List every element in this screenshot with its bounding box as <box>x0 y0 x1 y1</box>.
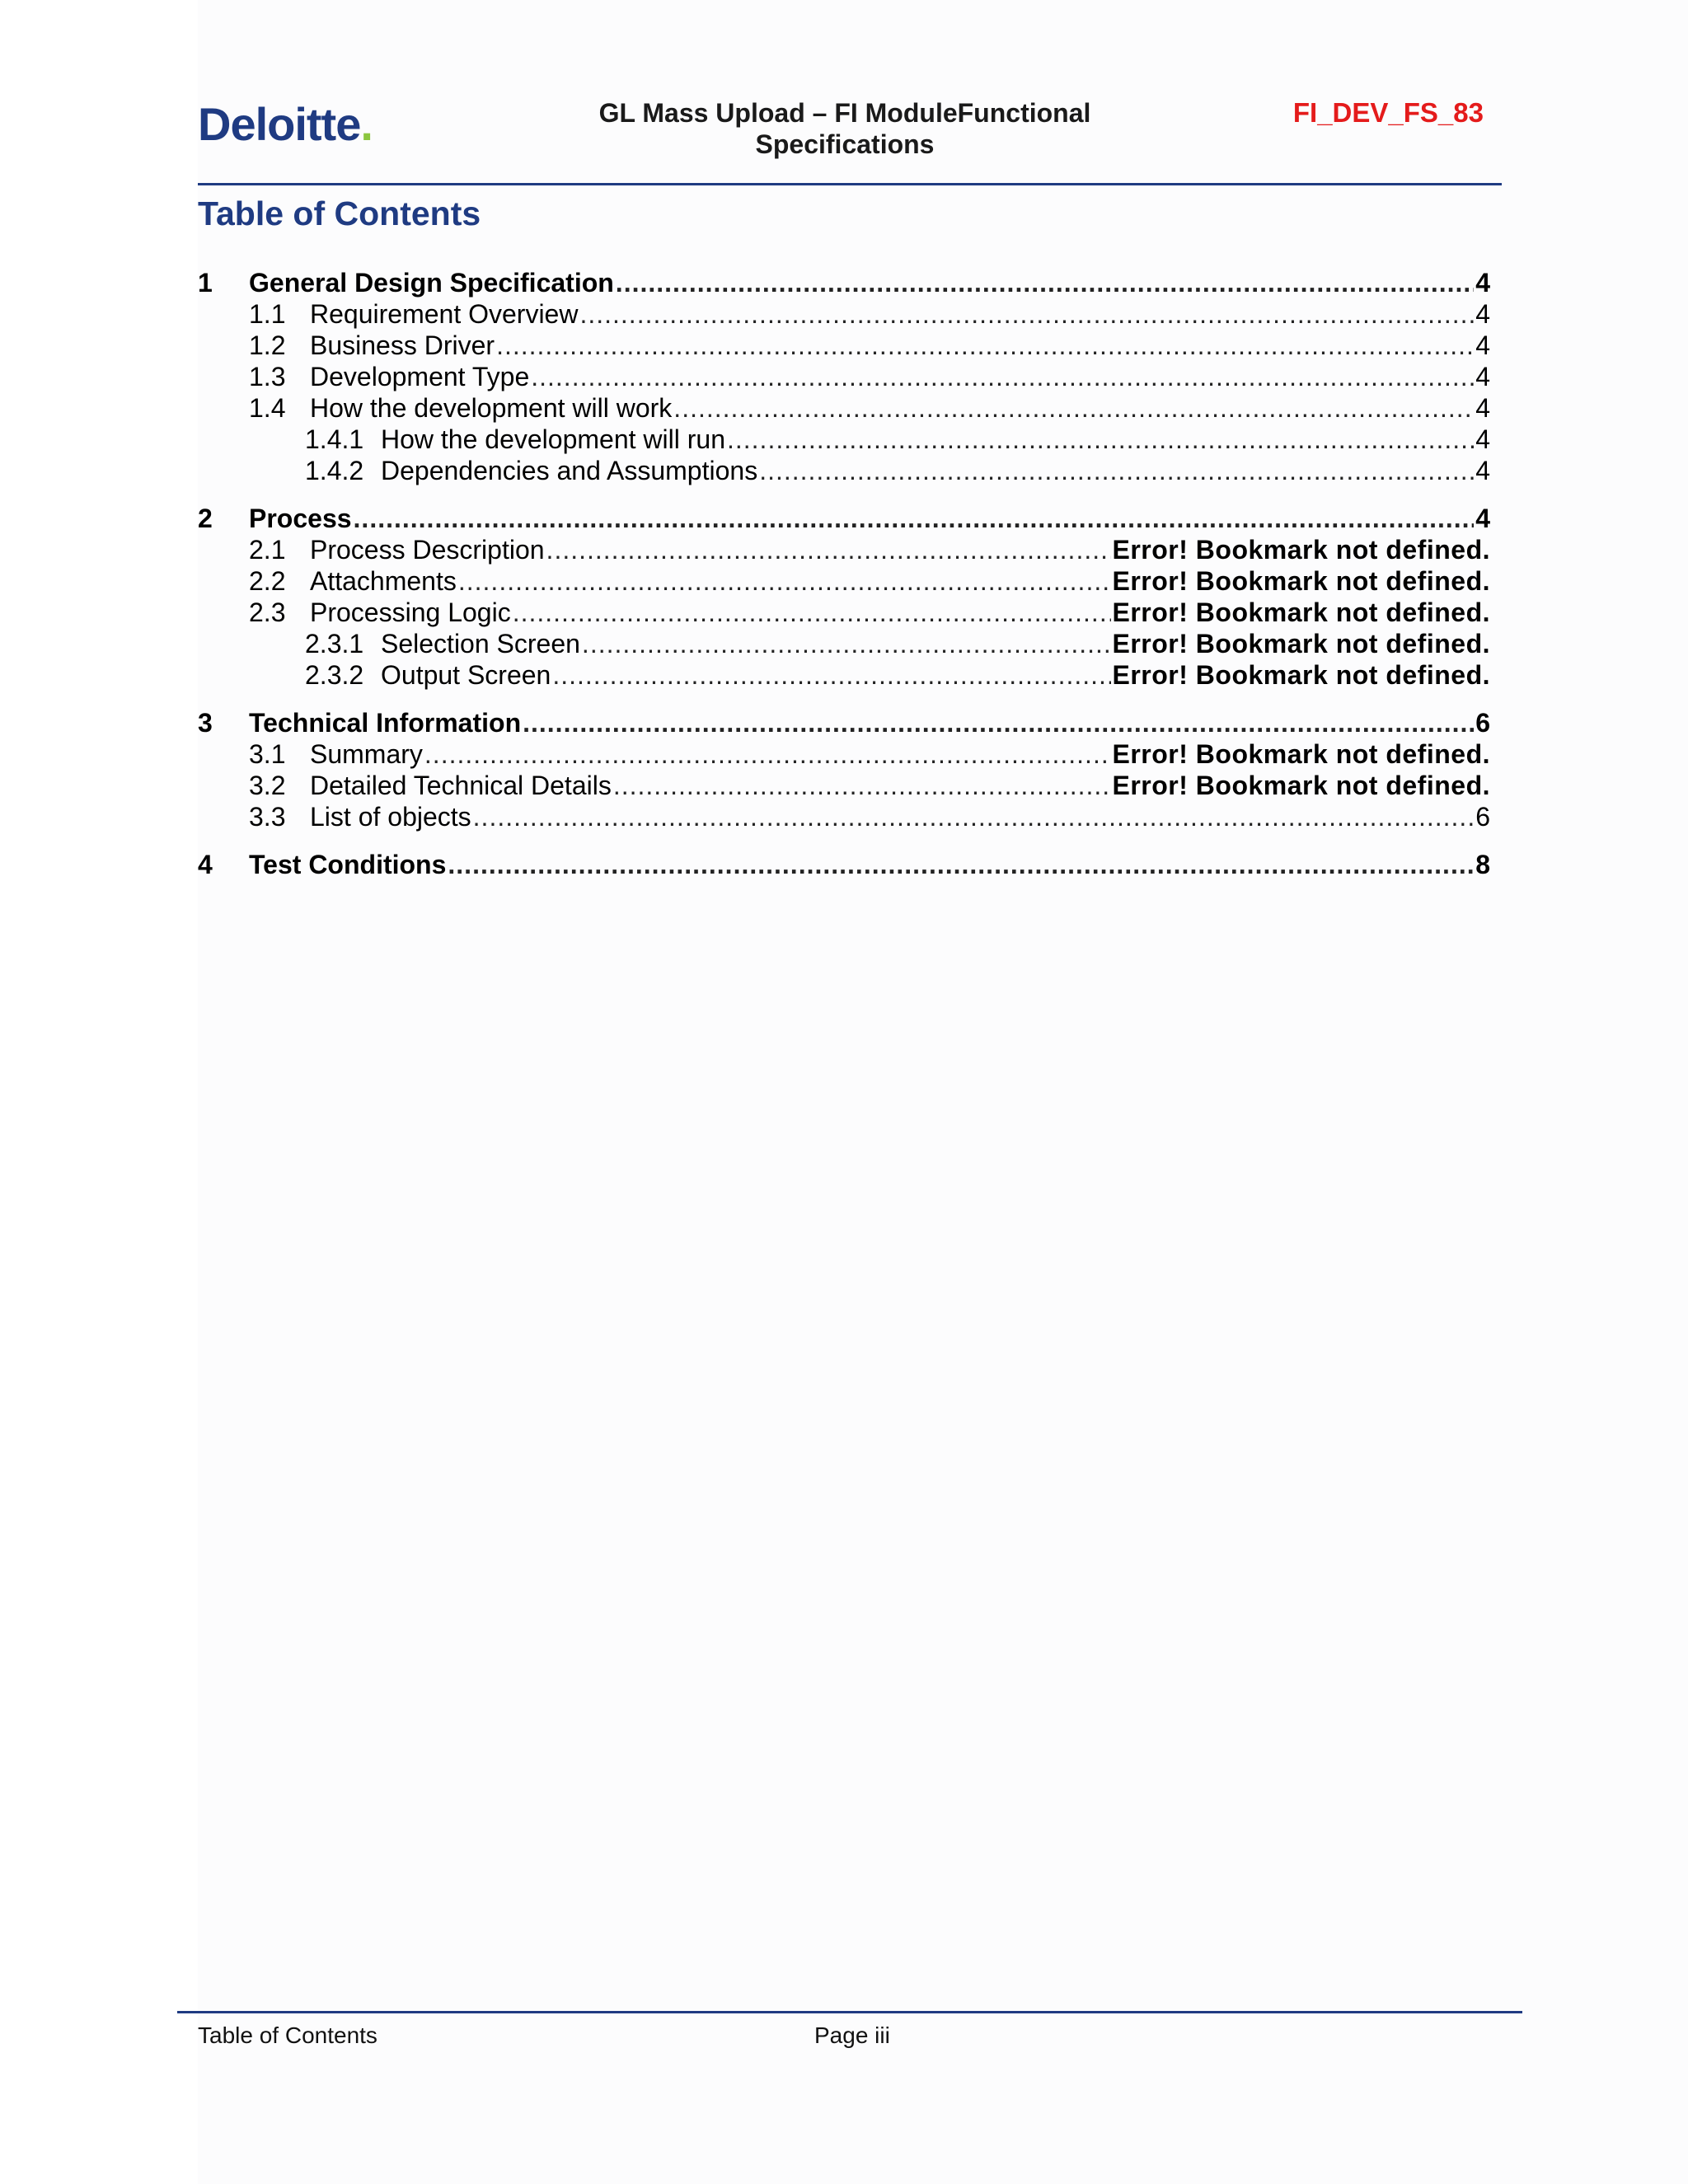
document-title-line-2: Specifications <box>755 129 935 159</box>
toc-entry-page: 4 <box>1475 268 1490 298</box>
document-id: FI_DEV_FS_83 <box>1292 97 1484 128</box>
toc-entry-title: Summary <box>310 739 423 769</box>
toc-entry-number: 3.3 <box>249 802 286 832</box>
toc-entry-title: Detailed Technical Details <box>310 771 612 800</box>
toc-entry[interactable] <box>198 738 1490 770</box>
toc-entry[interactable] <box>198 267 1490 298</box>
toc-entry-title: General Design Specification <box>249 268 614 298</box>
toc-entry[interactable] <box>198 392 1490 424</box>
toc-entry-number: 2.3.2 <box>305 660 364 690</box>
toc-entry-title: How the development will work <box>310 393 673 423</box>
toc-entry[interactable] <box>198 534 1490 565</box>
toc-entry[interactable] <box>198 455 1490 486</box>
toc-dot-leader <box>531 361 1474 392</box>
footer-page-number: Page iii <box>814 2022 890 2048</box>
toc-entry-number: 1.3 <box>249 362 286 391</box>
toc-entry-title: Processing Logic <box>310 598 511 627</box>
toc-entry-title: Business Driver <box>310 330 495 360</box>
toc-dot-leader <box>354 503 1475 534</box>
toc-dot-leader <box>613 770 1111 801</box>
toc-entry-number: 3.2 <box>249 771 286 800</box>
toc-dot-leader <box>579 298 1474 330</box>
toc-entry-page: Error! Bookmark not defined. <box>1112 629 1490 658</box>
toc-entry-title: How the development will run <box>381 424 725 454</box>
toc-entry-number: 2.1 <box>249 535 286 565</box>
toc-entry-page: 4 <box>1475 424 1490 454</box>
toc-entry-number: 1.4.2 <box>305 456 364 485</box>
toc-dot-leader <box>496 330 1474 361</box>
toc-dot-leader <box>759 455 1474 486</box>
toc-entry-title: Process Description <box>310 535 545 565</box>
toc-entry-page: 6 <box>1475 802 1490 832</box>
toc-dot-leader <box>424 738 1111 770</box>
toc-entry-page: 4 <box>1475 330 1490 360</box>
toc-entry[interactable] <box>198 849 1490 880</box>
toc-entry[interactable] <box>198 298 1490 330</box>
toc-entry-title: Technical Information <box>249 708 522 738</box>
toc-entry-page: Error! Bookmark not defined. <box>1112 598 1490 627</box>
toc-dot-leader <box>727 424 1474 455</box>
footer-divider <box>177 2011 1522 2013</box>
toc-entry-number: 1.2 <box>249 330 286 360</box>
toc-entry-page: 8 <box>1475 850 1490 879</box>
toc-heading: Table of Contents <box>198 194 481 232</box>
toc-entry[interactable] <box>198 361 1490 392</box>
toc-dot-leader <box>582 628 1111 659</box>
toc-entry-number: 1.4 <box>249 393 286 423</box>
toc-entry-title: Requirement Overview <box>310 299 579 329</box>
toc-entry-title: Selection Screen <box>381 629 580 658</box>
toc-entry-page: Error! Bookmark not defined. <box>1112 660 1490 690</box>
toc-dot-leader <box>458 565 1111 597</box>
toc-entry-title: Development Type <box>310 362 530 391</box>
toc-entry-number: 1 <box>198 268 213 298</box>
toc-dot-leader <box>523 707 1474 738</box>
toc-entry[interactable] <box>198 659 1490 691</box>
toc-entry-page: Error! Bookmark not defined. <box>1112 771 1490 800</box>
document-title <box>560 97 1129 160</box>
toc-entry-page: 4 <box>1475 393 1490 423</box>
toc-entry-number: 3 <box>198 708 213 738</box>
toc-entry-number: 4 <box>198 850 213 879</box>
toc-dot-leader <box>448 849 1474 880</box>
footer-section-label: Table of Contents <box>198 2022 377 2048</box>
toc-entry[interactable] <box>198 424 1490 455</box>
toc-entry[interactable] <box>198 801 1490 832</box>
toc-dot-leader <box>546 534 1111 565</box>
toc-entry-number: 2.2 <box>249 566 286 596</box>
toc-entry[interactable] <box>198 770 1490 801</box>
toc-entry-page: 6 <box>1475 708 1490 738</box>
header-divider <box>198 183 1502 185</box>
toc-entry-page: 4 <box>1475 299 1490 329</box>
toc-entry-title: Attachments <box>310 566 457 596</box>
toc-entry-page: 4 <box>1475 456 1490 485</box>
toc-entry[interactable] <box>198 503 1490 534</box>
toc-dot-leader <box>673 392 1474 424</box>
toc-entry-title: Process <box>249 504 352 533</box>
toc-entry-title: Test Conditions <box>249 850 447 879</box>
toc-entry-number: 2 <box>198 504 213 533</box>
toc-entry[interactable] <box>198 597 1490 628</box>
toc-entry[interactable] <box>198 330 1490 361</box>
toc-entry-number: 2.3 <box>249 598 286 627</box>
toc-dot-leader <box>513 597 1111 628</box>
table-of-contents <box>198 267 1490 880</box>
toc-entry-page: Error! Bookmark not defined. <box>1112 739 1490 769</box>
toc-entry-page: Error! Bookmark not defined. <box>1112 566 1490 596</box>
toc-entry-number: 2.3.1 <box>305 629 364 658</box>
toc-entry-number: 3.1 <box>249 739 286 769</box>
toc-dot-leader <box>616 267 1474 298</box>
toc-entry-number: 1.1 <box>249 299 286 329</box>
toc-dot-leader <box>552 659 1110 691</box>
toc-entry[interactable] <box>198 628 1490 659</box>
toc-entry-title: Dependencies and Assumptions <box>381 456 758 485</box>
toc-entry-page: 4 <box>1475 504 1490 533</box>
toc-dot-leader <box>473 801 1475 832</box>
toc-entry-title: Output Screen <box>381 660 551 690</box>
deloitte-logo: Deloitte. <box>198 98 373 150</box>
toc-entry-number: 1.4.1 <box>305 424 364 454</box>
toc-entry-page: 4 <box>1475 362 1490 391</box>
toc-entry-page: Error! Bookmark not defined. <box>1112 535 1490 565</box>
document-title-line-1: GL Mass Upload – FI ModuleFunctional <box>598 98 1091 128</box>
toc-entry[interactable] <box>198 565 1490 597</box>
toc-entry-title: List of objects <box>310 802 471 832</box>
toc-entry[interactable] <box>198 707 1490 738</box>
